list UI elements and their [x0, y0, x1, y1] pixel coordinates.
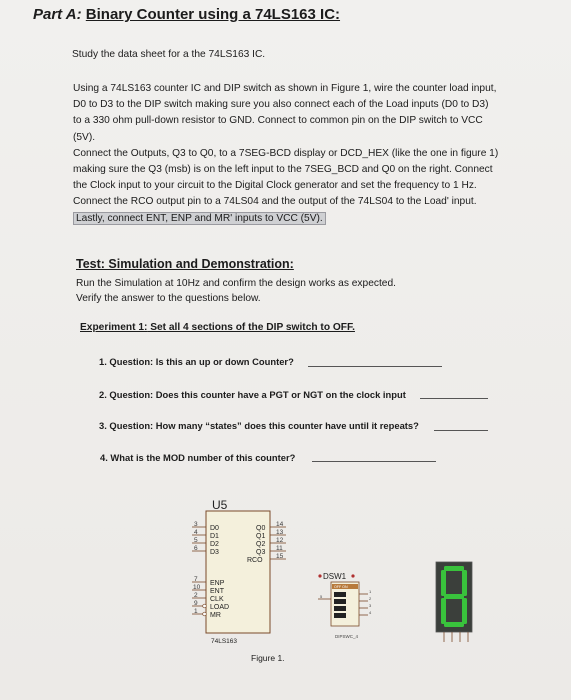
pin-number: 5 [194, 537, 198, 544]
pin-label-q0: Q0 [256, 525, 266, 532]
para-line: Connect the RCO output pin to a 74LS04 and the output of the 74LS04 to the Load' input. [73, 196, 477, 208]
title-part: Part A: [33, 6, 82, 23]
switch-lever [334, 606, 346, 611]
answer-blank-3[interactable] [434, 430, 488, 431]
switch-lever [334, 613, 346, 618]
test-heading: Test: Simulation and Demonstration: [76, 257, 294, 271]
wiring-instructions [73, 81, 533, 227]
pin-number: 6 [194, 545, 198, 552]
study-instruction: Study the data sheet for a the 74LS163 IC. [72, 49, 266, 60]
figure-1-schematic [180, 486, 491, 666]
part-a-title [33, 6, 340, 23]
pin-number: 3 [194, 521, 198, 528]
para-line-highlighted [73, 211, 533, 227]
segment-g [444, 594, 464, 599]
pin-number: 13 [276, 529, 284, 536]
question-3: 3. Question: How many “states” does this counter have until it repeats? [99, 420, 419, 431]
segment-b [462, 570, 467, 596]
answer-blank-2[interactable] [420, 398, 488, 399]
switch-lever [334, 592, 346, 597]
switch-pin-dot [318, 574, 321, 577]
seven-segment-display [436, 562, 472, 642]
segment-c [462, 598, 467, 624]
pin-number: 2 [194, 592, 198, 599]
segment-f [441, 570, 446, 596]
experiment-1 [80, 322, 355, 333]
pin-number: 10 [193, 584, 201, 591]
test-line-2: Verify the answer to the questions below. [76, 293, 261, 304]
figure-caption: Figure 1. [251, 653, 285, 663]
pin-label-q1: Q1 [256, 533, 266, 540]
question-2: 2. Question: Does this counter have a PGT or NGT on the clock input [99, 389, 406, 400]
experiment-label: Experiment 1: [80, 322, 148, 333]
switch-pin-number: 3 [369, 603, 372, 608]
segment-d [444, 622, 464, 627]
pin-label-d0: D0 [210, 525, 219, 532]
answer-blank-1[interactable] [308, 366, 442, 367]
chip-ref: U5 [212, 498, 228, 512]
para-line: D0 to D3 to the DIP switch making sure you also connect each of the Load inputs (D0 to D3) [73, 99, 489, 111]
pin-label-load: LOAD [210, 604, 230, 611]
test-line-1: Run the Simulation at 10Hz and confirm the design works as expected. [76, 278, 396, 289]
para-line: the Clock input to your circuit to the Digital Clock generator and set the frequency to 1 Hz. [73, 180, 477, 192]
pin-label-q3: Q3 [256, 549, 266, 556]
segment-a [444, 566, 464, 571]
switch-pin-dot [351, 574, 354, 577]
switch-pin-number: 1 [369, 589, 372, 594]
dip-switch [318, 572, 372, 639]
switch-offon-label: OFF ON [334, 585, 348, 589]
pin-number: 9 [194, 600, 198, 607]
para-line: Connect the Outputs, Q3 to Q0, to a 7SEG-BCD display or DCD_HEX (like the one in figure 1) [73, 147, 499, 159]
para-line: to a 330 ohm pull-down resistor to GND. Connect to common pin on the DIP switch to VCC [73, 115, 483, 127]
pin-label-d2: D2 [210, 541, 219, 548]
pin-label-q2: Q2 [256, 541, 266, 548]
load-inversion-bubble [203, 604, 207, 608]
pin-number: 12 [276, 537, 284, 544]
switch-common-mark: 5 [320, 594, 323, 599]
para-line: (5V). [73, 131, 96, 143]
mr-inversion-bubble [203, 612, 207, 616]
question-1: 1. Question: Is this an up or down Counter? [99, 356, 294, 367]
experiment-text: Set all 4 sections of the DIP switch to OFF. [147, 322, 355, 333]
pin-label-d3: D3 [210, 549, 219, 556]
switch-pin-number: 4 [369, 610, 372, 615]
answer-blank-4[interactable] [312, 461, 436, 462]
pin-label-enp: ENP [210, 580, 225, 587]
pin-label-mr: MR [210, 612, 221, 619]
question-4: 4. What is the MOD number of this counter? [100, 452, 296, 463]
switch-lever [334, 599, 346, 604]
pin-number: 15 [276, 553, 284, 560]
switch-pin-number: 2 [369, 596, 372, 601]
pin-label-rco: RCO [247, 557, 263, 564]
segment-e [441, 598, 446, 624]
switch-name: DIPSWC_4 [335, 634, 359, 639]
pin-number: 14 [276, 521, 284, 528]
pin-number: 1 [194, 608, 198, 615]
title-text: Binary Counter using a 74LS163 IC: [85, 6, 341, 23]
pin-label-ent: ENT [210, 588, 224, 595]
chip-name: 74LS163 [211, 638, 238, 645]
pin-label-d1: D1 [210, 533, 219, 540]
switch-ref: DSW1 [323, 572, 347, 581]
pin-number: 11 [276, 545, 283, 552]
pin-label-clk: CLK [210, 596, 224, 603]
pin-number: 7 [194, 576, 198, 583]
para-line: making sure the Q3 (msb) is on the left input to the 7SEG_BCD and Q0 on the right. Connect [73, 163, 493, 175]
para-line: Using a 74LS163 counter IC and DIP switch as shown in Figure 1, wire the counter load input, [73, 83, 497, 94]
highlighted-text: Lastly, connect ENT, ENP and MR' inputs to VCC (5V). [73, 212, 326, 225]
pin-number: 4 [194, 529, 198, 536]
